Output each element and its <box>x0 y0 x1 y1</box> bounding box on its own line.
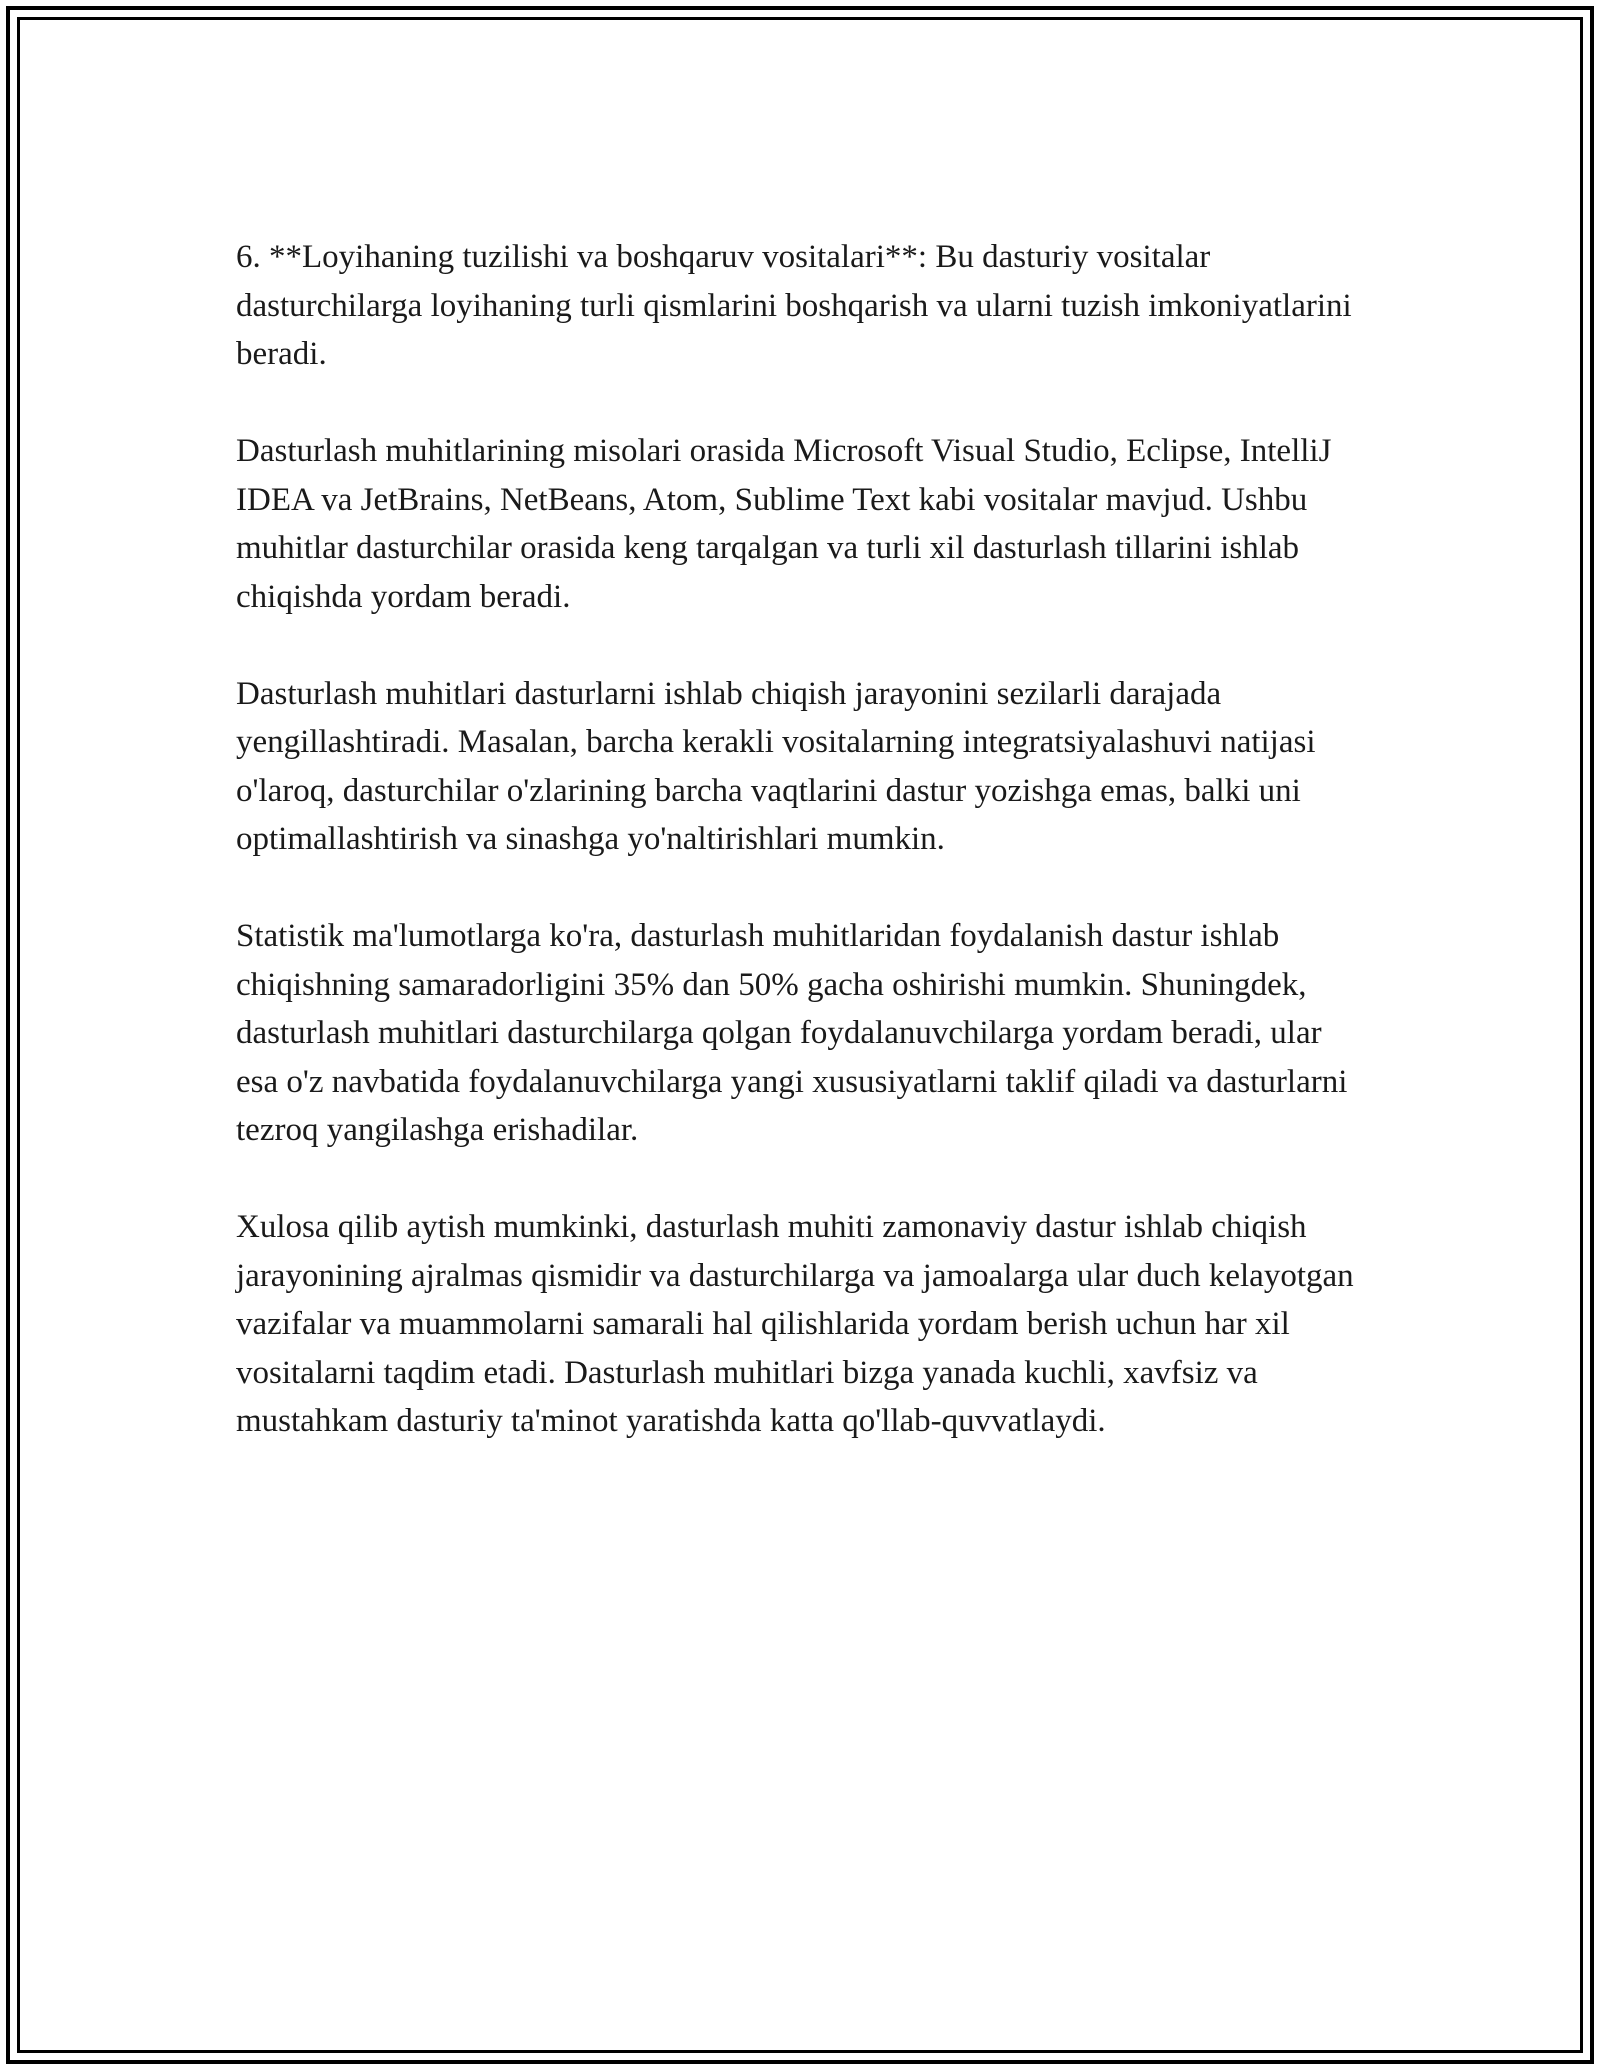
paragraph-conclusion: Xulosa qilib aytish mumkinki, dasturlash muhiti zamonaviy dastur ishlab chiqish jarayonining ajralmas qismidir va dasturchilarga va jamoalarga ular duch kelayotgan vazifalar va muammolarni samarali hal qilishlarida yordam berish uchun har xil vositalarni taqdim etadi. Dasturlash muhitlari bizga yanada kuchli, xavfsiz va mustahkam dasturiy ta'minot yaratishda katta qo'llab-quvvatlaydi. <box>236 1209 1354 1439</box>
paragraph-statistics: Statistik ma'lumotlarga ko'ra, dasturlash muhitlaridan foydalanish dastur ishlab chiqishning samaradorligini 35% dan 50% gacha oshirishi mumkin. Shuningdek, dasturlash muhitlari dasturchilarga qolgan foydalanuvchilarga yordam beradi, ular esa o'z navbatida foydalanuvchilarga yangi xususiyatlarni taklif qiladi va dasturlarni tezroq yangilashga erishadilar. <box>236 918 1348 1148</box>
document-body <box>236 233 1366 1446</box>
paragraph-project-tools: 6. **Loyihaning tuzilishi va boshqaruv vositalari**: Bu dasturiy vositalar dasturchilarga loyihaning turli qismlarini boshqarish va ularni tuzish imkoniyatlarini beradi. <box>236 239 1352 372</box>
paragraph-ide-benefits: Dasturlash muhitlari dasturlarni ishlab chiqish jarayonini sezilarli darajada yengillashtiradi. Masalan, barcha kerakli vositalarning integratsiyalashuvi natijasi o'laroq, dasturchilar o'zlarining barcha vaqtlarini dastur yozishga emas, balki uni optimallashtirish va sinashga yo'naltirishlari mumkin. <box>236 675 1316 857</box>
paragraph-ide-examples: Dasturlash muhitlarining misolari orasida Microsoft Visual Studio, Eclipse, IntelliJ IDEA va JetBrains, NetBeans, Atom, Sublime Text kabi vositalar mavjud. Ushbu muhitlar dasturchilar orasida keng tarqalgan va turli xil dasturlash tillarini ishlab chiqishda yordam beradi. <box>236 433 1332 615</box>
